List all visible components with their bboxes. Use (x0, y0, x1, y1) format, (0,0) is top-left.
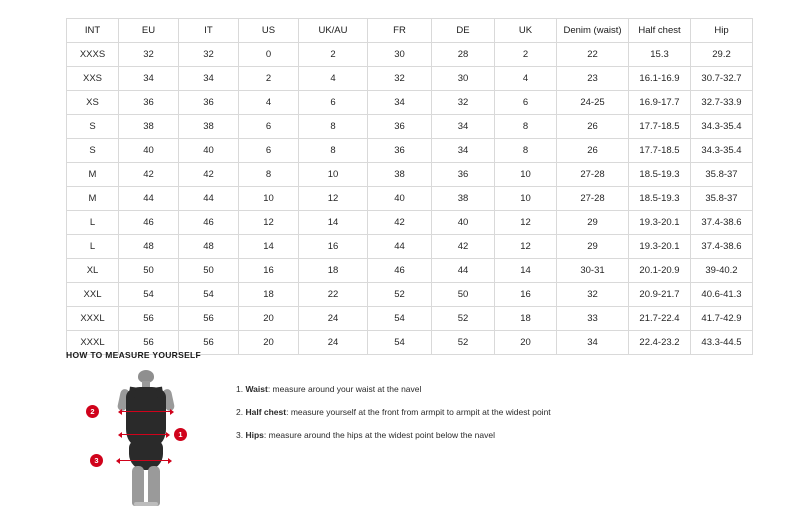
table-row (67, 307, 753, 331)
cell-uk-au: 12 (299, 187, 368, 211)
column-header-half-chest: Half chest (629, 19, 691, 43)
cell-fr: 54 (368, 331, 432, 355)
marker-badge-2: 2 (86, 405, 99, 418)
mannequin-stand (134, 502, 158, 506)
cell-fr: 36 (368, 115, 432, 139)
cell-uk: 6 (495, 91, 557, 115)
cell-it: 48 (179, 235, 239, 259)
instruction-hips-text: : measure around the hips at the widest point below the navel (263, 430, 495, 441)
cell-hip: 37.4-38.6 (691, 211, 753, 235)
cell-uk-au: 22 (299, 283, 368, 307)
table-row (67, 283, 753, 307)
cell-half-chest: 21.7-22.4 (629, 307, 691, 331)
instruction-hips-term: Hips (245, 430, 264, 441)
cell-int: M (67, 187, 119, 211)
cell-de: 34 (432, 139, 495, 163)
table-row (67, 115, 753, 139)
cell-hip: 29.2 (691, 43, 753, 67)
cell-uk: 12 (495, 235, 557, 259)
table-row (67, 43, 753, 67)
cell-half-chest: 22.4-23.2 (629, 331, 691, 355)
cell-de: 40 (432, 211, 495, 235)
how-to-measure-title: HOW TO MEASURE YOURSELF (66, 350, 202, 360)
cell-eu: 32 (119, 43, 179, 67)
cell-denim-waist: 33 (557, 307, 629, 331)
cell-fr: 42 (368, 211, 432, 235)
instruction-waist-text: : measure around your waist at the navel (267, 384, 422, 394)
cell-us: 0 (239, 43, 299, 67)
cell-int: XXXL (67, 307, 119, 331)
size-chart-container (66, 18, 742, 355)
cell-fr: 32 (368, 67, 432, 91)
instruction-waist-number: 1. (236, 384, 244, 394)
cell-uk-au: 18 (299, 259, 368, 283)
how-to-measure-section (66, 350, 732, 510)
cell-uk-au: 4 (299, 67, 368, 91)
cell-fr: 36 (368, 139, 432, 163)
cell-it: 44 (179, 187, 239, 211)
cell-us: 6 (239, 115, 299, 139)
cell-eu: 38 (119, 115, 179, 139)
cell-denim-waist: 32 (557, 283, 629, 307)
cell-uk: 8 (495, 115, 557, 139)
cell-us: 16 (239, 259, 299, 283)
cell-half-chest: 17.7-18.5 (629, 115, 691, 139)
cell-uk: 20 (495, 331, 557, 355)
cell-de: 32 (432, 91, 495, 115)
cell-denim-waist: 34 (557, 331, 629, 355)
cell-int: S (67, 139, 119, 163)
cell-it: 34 (179, 67, 239, 91)
cell-denim-waist: 27-28 (557, 187, 629, 211)
cell-uk-au: 6 (299, 91, 368, 115)
cell-hip: 37.4-38.6 (691, 235, 753, 259)
marker-badge-3: 3 (90, 454, 103, 467)
cell-denim-waist: 27-28 (557, 163, 629, 187)
column-header-eu: EU (119, 19, 179, 43)
cell-us: 10 (239, 187, 299, 211)
cell-half-chest: 20.1-20.9 (629, 259, 691, 283)
instruction-half-chest-term: Half chest (245, 407, 287, 418)
cell-fr: 52 (368, 283, 432, 307)
cell-int: L (67, 211, 119, 235)
cell-de: 30 (432, 67, 495, 91)
cell-int: XXS (67, 67, 119, 91)
cell-uk-au: 16 (299, 235, 368, 259)
cell-hip: 30.7-32.7 (691, 67, 753, 91)
cell-denim-waist: 26 (557, 139, 629, 163)
mannequin-leg-right (148, 466, 160, 506)
cell-uk-au: 8 (299, 139, 368, 163)
cell-hip: 41.7-42.9 (691, 307, 753, 331)
cell-eu: 54 (119, 283, 179, 307)
cell-it: 36 (179, 91, 239, 115)
cell-it: 42 (179, 163, 239, 187)
cell-it: 38 (179, 115, 239, 139)
cell-fr: 46 (368, 259, 432, 283)
cell-de: 28 (432, 43, 495, 67)
cell-uk: 18 (495, 307, 557, 331)
cell-hip: 43.3-44.5 (691, 331, 753, 355)
cell-us: 18 (239, 283, 299, 307)
cell-it: 46 (179, 211, 239, 235)
cell-it: 56 (179, 331, 239, 355)
cell-eu: 36 (119, 91, 179, 115)
cell-us: 14 (239, 235, 299, 259)
cell-half-chest: 18.5-19.3 (629, 163, 691, 187)
table-header-row (67, 19, 753, 43)
column-header-fr: FR (368, 19, 432, 43)
column-header-us: US (239, 19, 299, 43)
cell-half-chest: 19.3-20.1 (629, 235, 691, 259)
how-to-measure-body (66, 370, 732, 510)
cell-eu: 46 (119, 211, 179, 235)
cell-us: 20 (239, 331, 299, 355)
cell-de: 50 (432, 283, 495, 307)
cell-eu: 56 (119, 307, 179, 331)
cell-denim-waist: 22 (557, 43, 629, 67)
cell-hip: 39-40.2 (691, 259, 753, 283)
cell-us: 12 (239, 211, 299, 235)
cell-hip: 34.3-35.4 (691, 139, 753, 163)
cell-us: 8 (239, 163, 299, 187)
cell-fr: 44 (368, 235, 432, 259)
cell-fr: 34 (368, 91, 432, 115)
cell-uk: 10 (495, 163, 557, 187)
cell-uk: 2 (495, 43, 557, 67)
cell-it: 56 (179, 307, 239, 331)
cell-us: 2 (239, 67, 299, 91)
cell-int: M (67, 163, 119, 187)
cell-eu: 56 (119, 331, 179, 355)
table-row (67, 139, 753, 163)
cell-hip: 40.6-41.3 (691, 283, 753, 307)
cell-half-chest: 19.3-20.1 (629, 211, 691, 235)
cell-denim-waist: 23 (557, 67, 629, 91)
cell-it: 54 (179, 283, 239, 307)
cell-eu: 48 (119, 235, 179, 259)
cell-de: 34 (432, 115, 495, 139)
cell-de: 38 (432, 187, 495, 211)
cell-denim-waist: 29 (557, 235, 629, 259)
table-row (67, 211, 753, 235)
cell-uk-au: 24 (299, 307, 368, 331)
cell-uk: 16 (495, 283, 557, 307)
half-chest-measure-arrow-icon (122, 411, 170, 412)
table-row (67, 235, 753, 259)
cell-us: 20 (239, 307, 299, 331)
cell-int: XXXS (67, 43, 119, 67)
cell-uk: 10 (495, 187, 557, 211)
column-header-uk: UK (495, 19, 557, 43)
cell-uk: 8 (495, 139, 557, 163)
cell-half-chest: 17.7-18.5 (629, 139, 691, 163)
cell-uk-au: 8 (299, 115, 368, 139)
cell-denim-waist: 24-25 (557, 91, 629, 115)
cell-fr: 30 (368, 43, 432, 67)
cell-half-chest: 15.3 (629, 43, 691, 67)
cell-it: 40 (179, 139, 239, 163)
table-row (67, 163, 753, 187)
cell-de: 42 (432, 235, 495, 259)
table-row (67, 187, 753, 211)
cell-uk: 4 (495, 67, 557, 91)
cell-denim-waist: 26 (557, 115, 629, 139)
table-row (67, 259, 753, 283)
cell-half-chest: 16.1-16.9 (629, 67, 691, 91)
cell-de: 44 (432, 259, 495, 283)
instruction-half-chest (236, 407, 551, 417)
cell-denim-waist: 29 (557, 211, 629, 235)
cell-fr: 38 (368, 163, 432, 187)
mannequin-figure-icon (116, 370, 176, 510)
cell-fr: 40 (368, 187, 432, 211)
cell-uk: 12 (495, 211, 557, 235)
cell-eu: 40 (119, 139, 179, 163)
cell-uk-au: 10 (299, 163, 368, 187)
waist-measure-arrow-icon (122, 434, 166, 435)
table-body (67, 43, 753, 355)
cell-half-chest: 16.9-17.7 (629, 91, 691, 115)
cell-uk: 14 (495, 259, 557, 283)
instruction-waist (236, 384, 551, 394)
cell-int: L (67, 235, 119, 259)
cell-uk-au: 14 (299, 211, 368, 235)
column-header-de: DE (432, 19, 495, 43)
column-header-denim-waist: Denim (waist) (557, 19, 629, 43)
cell-int: XS (67, 91, 119, 115)
column-header-uk-au: UK/AU (299, 19, 368, 43)
cell-us: 6 (239, 139, 299, 163)
size-chart-table (66, 18, 753, 355)
cell-int: XXL (67, 283, 119, 307)
cell-denim-waist: 30-31 (557, 259, 629, 283)
column-header-hip: Hip (691, 19, 753, 43)
cell-int: XL (67, 259, 119, 283)
marker-badge-1: 1 (174, 428, 187, 441)
cell-de: 52 (432, 307, 495, 331)
cell-int: XXXL (67, 331, 119, 355)
measurement-diagram (86, 370, 206, 510)
cell-it: 50 (179, 259, 239, 283)
cell-eu: 34 (119, 67, 179, 91)
cell-uk-au: 2 (299, 43, 368, 67)
cell-eu: 44 (119, 187, 179, 211)
cell-it: 32 (179, 43, 239, 67)
cell-half-chest: 18.5-19.3 (629, 187, 691, 211)
cell-hip: 34.3-35.4 (691, 115, 753, 139)
instruction-waist-term: Waist (245, 384, 268, 394)
cell-fr: 54 (368, 307, 432, 331)
cell-int: S (67, 115, 119, 139)
cell-us: 4 (239, 91, 299, 115)
mannequin-leg-left (132, 466, 144, 506)
column-header-it: IT (179, 19, 239, 43)
cell-uk-au: 24 (299, 331, 368, 355)
measurement-instructions (236, 370, 551, 454)
instruction-half-chest-number: 2. (236, 407, 244, 418)
table-row (67, 91, 753, 115)
table-row (67, 67, 753, 91)
cell-eu: 42 (119, 163, 179, 187)
hip-measure-arrow-icon (120, 460, 168, 461)
cell-hip: 32.7-33.9 (691, 91, 753, 115)
cell-hip: 35.8-37 (691, 187, 753, 211)
instruction-hips-number: 3. (236, 430, 244, 441)
mannequin-strap-right (156, 387, 164, 402)
column-header-int: INT (67, 19, 119, 43)
cell-half-chest: 20.9-21.7 (629, 283, 691, 307)
instruction-hips (236, 430, 551, 440)
cell-de: 52 (432, 331, 495, 355)
cell-de: 36 (432, 163, 495, 187)
instruction-half-chest-text: : measure yourself at the front from armpit to armpit at the widest point (286, 407, 551, 418)
cell-eu: 50 (119, 259, 179, 283)
cell-hip: 35.8-37 (691, 163, 753, 187)
